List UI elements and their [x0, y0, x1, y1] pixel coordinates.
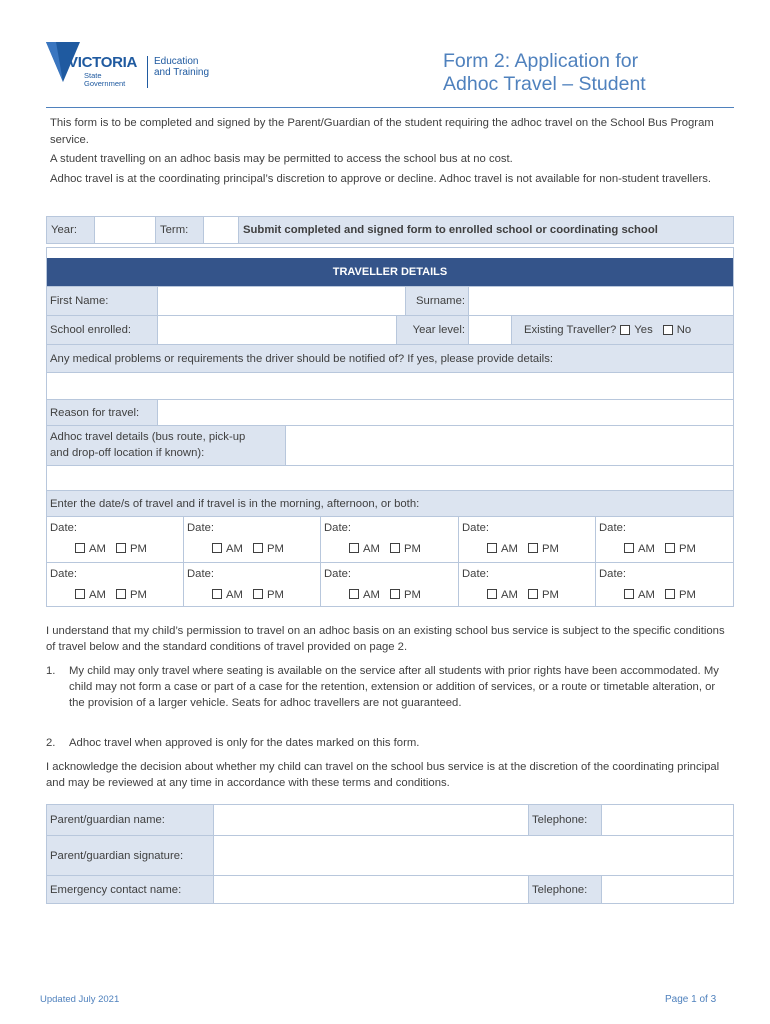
logo-department: Education and Training: [154, 56, 210, 78]
first-name-label: First Name:: [47, 287, 157, 315]
am-checkbox[interactable]: [75, 589, 85, 599]
am-checkbox[interactable]: [624, 589, 634, 599]
guardian-name-row: [47, 805, 733, 835]
adhoc-details-row: [47, 425, 733, 465]
existing-yes-label: Yes: [634, 324, 653, 336]
intro-paragraph-3: Adhoc travel is at the coordinating principal’s discretion to approve or decline. Adhoc travel is not available for non-student travellers.: [50, 173, 712, 185]
pm-checkbox[interactable]: [665, 589, 675, 599]
existing-no-checkbox[interactable]: [663, 325, 673, 335]
am-checkbox[interactable]: [75, 543, 85, 553]
emergency-telephone-label: Telephone:: [529, 876, 601, 903]
term-1-number: 1.: [46, 665, 56, 677]
year-term-bar: [46, 216, 734, 244]
updated-date: Updated July 2021: [40, 994, 120, 1005]
term-2-number: 2.: [46, 737, 56, 749]
am-checkbox[interactable]: [349, 589, 359, 599]
terms-intro: I understand that my child’s permission to travel on an adhoc basis on an existing school bus service is subject to the specific conditions of travel below and the standard conditions of travel provided on page 2.: [46, 625, 725, 653]
am-checkbox[interactable]: [349, 543, 359, 553]
telephone-label: Telephone:: [529, 805, 601, 835]
year-label: Year:: [51, 224, 77, 236]
am-checkbox[interactable]: [624, 543, 634, 553]
am-checkbox[interactable]: [487, 543, 497, 553]
date-cell[interactable]: Date: AM PM: [459, 517, 596, 562]
page-number: Page 1 of 3: [665, 994, 717, 1005]
pm-checkbox[interactable]: [116, 589, 126, 599]
guardian-name-field[interactable]: [213, 805, 529, 835]
intro-paragraph-2: A student travelling on an adhoc basis may be permitted to access the school bus at no cost.: [50, 153, 513, 165]
year-level-label: Year level:: [397, 316, 468, 344]
date-cell[interactable]: Date: AM PM: [596, 563, 733, 606]
guardian-signature-row: [47, 835, 733, 875]
form-title: Form 2: Application for Adhoc Travel – Student: [443, 50, 646, 95]
date-cell[interactable]: Date: AM PM: [47, 517, 184, 562]
existing-no-label: No: [676, 324, 692, 336]
first-name-field[interactable]: [157, 287, 406, 315]
pm-checkbox[interactable]: [528, 543, 538, 553]
dates-prompt-row: [47, 490, 733, 516]
pm-checkbox[interactable]: [253, 589, 263, 599]
adhoc-details-field[interactable]: [285, 426, 733, 465]
emergency-contact-label: Emergency contact name:: [47, 876, 213, 903]
date-cell[interactable]: Date: AM PM: [184, 563, 321, 606]
logo-wordmark: VICTORIA: [68, 54, 137, 71]
existing-traveller-group: [512, 316, 733, 344]
emergency-telephone-field[interactable]: [601, 876, 733, 903]
pm-checkbox[interactable]: [528, 589, 538, 599]
surname-label: Surname:: [406, 287, 468, 315]
date-cell[interactable]: Date: AM PM: [459, 563, 596, 606]
school-enrolled-field[interactable]: [157, 316, 397, 344]
year-field[interactable]: [94, 217, 156, 243]
title-divider: [46, 107, 734, 108]
existing-yes-checkbox[interactable]: [620, 325, 630, 335]
submit-instruction: Submit completed and signed form to enrolled school or coordinating school: [243, 224, 658, 236]
logo-state-government: State Government: [84, 71, 126, 88]
intro-paragraph-1: This form is to be completed and signed by the Parent/Guardian of the student requiring the adhoc travel on the School Bus Program service.: [50, 117, 714, 146]
am-checkbox[interactable]: [212, 589, 222, 599]
acknowledgement: I acknowledge the decision about whether my child can travel on the school bus service is at the discretion of the coordinating principal and may be reviewed at any time in accordance with these terms and conditions.: [46, 761, 720, 789]
emergency-contact-row: [47, 875, 733, 903]
year-level-field[interactable]: [468, 316, 512, 344]
pm-checkbox[interactable]: [390, 589, 400, 599]
surname-field[interactable]: [468, 287, 733, 315]
am-checkbox[interactable]: [212, 543, 222, 553]
victoria-government-logo: [46, 42, 226, 92]
term-1-text: My child may only travel where seating is available on the service after all students with prior rights have been accommodated. My child may not form a case or part of a case for the retention, extension or addition of services, or a route or timetable alteration, or the provision of a larger vehicle. Seats for adhoc travellers are not guaranteed.: [69, 665, 719, 709]
school-row: [47, 315, 733, 344]
emergency-contact-field[interactable]: [213, 876, 529, 903]
am-checkbox[interactable]: [487, 589, 497, 599]
date-cell[interactable]: Date: AM PM: [596, 517, 733, 562]
term-2-text: Adhoc travel when approved is only for the dates marked on this form.: [69, 737, 420, 749]
date-cell[interactable]: Date: AM PM: [47, 563, 184, 606]
reason-field[interactable]: [157, 400, 733, 425]
reason-label: Reason for travel:: [47, 400, 157, 425]
date-row-2: [47, 562, 733, 606]
pm-checkbox[interactable]: [116, 543, 126, 553]
dates-prompt-label: Enter the date/s of travel and if travel is in the morning, afternoon, or both:: [47, 491, 733, 516]
guardian-signature-label: Parent/guardian signature:: [47, 836, 213, 875]
logo-divider: [147, 56, 148, 88]
date-cell[interactable]: Date: AM PM: [321, 563, 459, 606]
adhoc-details-extra-field[interactable]: [47, 465, 733, 490]
medical-label: Any medical problems or requirements the driver should be notified of? If yes, please provide details:: [47, 345, 733, 372]
traveller-details-table: [46, 247, 734, 607]
date-row-1: [47, 516, 733, 562]
date-cell[interactable]: Date: AM PM: [321, 517, 459, 562]
adhoc-details-label: Adhoc travel details (bus route, pick-up and drop-off location if known):: [47, 426, 285, 465]
guardian-name-label: Parent/guardian name:: [47, 805, 213, 835]
existing-traveller-label: Existing Traveller?: [524, 324, 617, 336]
medical-prompt-row: [47, 344, 733, 372]
school-enrolled-label: School enrolled:: [47, 316, 157, 344]
telephone-field[interactable]: [601, 805, 733, 835]
term-label: Term:: [160, 224, 189, 236]
guardian-signature-field[interactable]: [213, 836, 733, 875]
pm-checkbox[interactable]: [390, 543, 400, 553]
name-row: [47, 286, 733, 315]
signature-table: [46, 804, 734, 904]
reason-row: [47, 399, 733, 425]
traveller-details-heading: TRAVELLER DETAILS: [47, 258, 733, 286]
date-cell[interactable]: Date: AM PM: [184, 517, 321, 562]
pm-checkbox[interactable]: [253, 543, 263, 553]
medical-details-field[interactable]: [47, 372, 733, 399]
term-field[interactable]: [203, 217, 239, 243]
pm-checkbox[interactable]: [665, 543, 675, 553]
